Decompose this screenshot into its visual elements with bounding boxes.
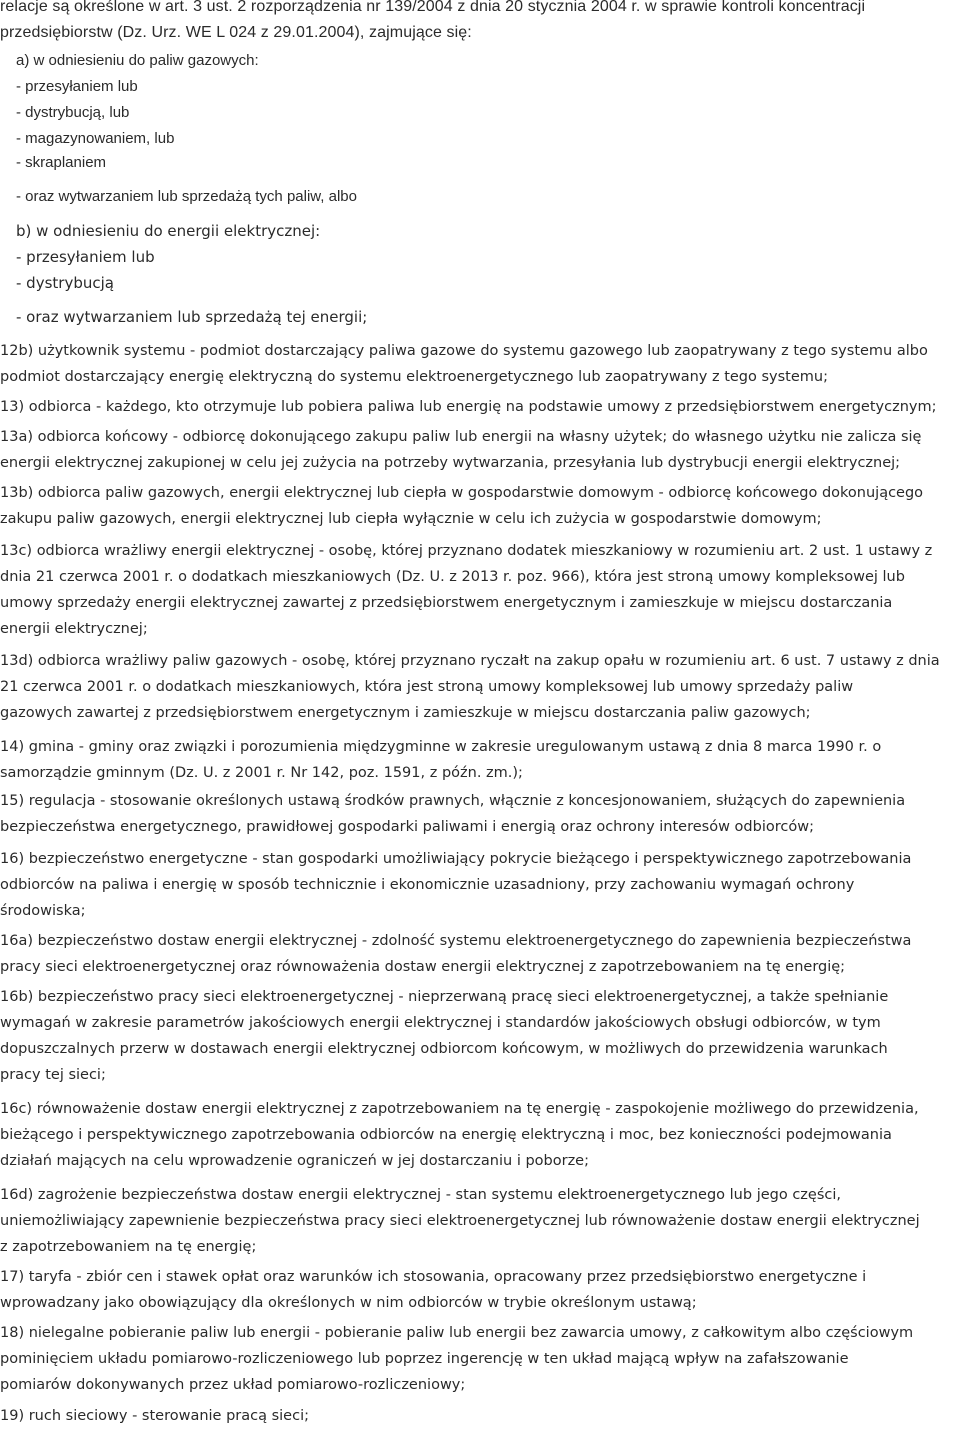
- definition-item: [0, 788, 960, 840]
- definition-line: energii elektrycznej;: [0, 621, 148, 637]
- definition-line: uniemożliwiający zapewnienie bezpieczeństwa pracy sieci elektroenergetycznej lub równoważenie dostaw energii elektrycznej: [0, 1213, 920, 1229]
- definition-line: 15) regulacja - stosowanie określonych ustawą środków prawnych, włącznie z koncesjonowaniem, służących do zapewnienia: [0, 793, 906, 809]
- sub-b-item: - przesyłaniem lub: [16, 248, 155, 266]
- definition-line: 16a) bezpieczeństwo dostaw energii elektrycznej - zdolność systemu elektroenergetycznego do zapewnienia bezpieczeństwa: [0, 933, 912, 949]
- definition-item: [0, 1403, 960, 1429]
- sub-a-item: - magazynowaniem, lub: [16, 130, 175, 147]
- definition-line: środowiska;: [0, 903, 86, 919]
- definition-line: odbiorców na paliwa i energię w sposób technicznie i ekonomicznie uzasadniony, przy zachowaniu wymagań ochrony: [0, 877, 855, 893]
- definition-line: 19) ruch sieciowy - sterowanie pracą sieci;: [0, 1408, 309, 1424]
- intro-line-2a: przedsiębiorstw (Dz. Urz. WE L 024 z 29.01.: [0, 24, 319, 41]
- definition-item: [0, 538, 960, 642]
- definition-item: [0, 648, 960, 726]
- definition-line: wprowadzany jako obowiązujący dla określonych w nim odbiorców w trybie określonym ustawą;: [0, 1295, 697, 1311]
- definition-line: energii elektrycznej zakupionej w celu jej zużycia na potrzeby wytwarzania, przesyłania lub dystrybucji energii elektrycznej;: [0, 455, 901, 471]
- sub-a-item: - skraplaniem: [16, 154, 107, 171]
- intro-line-1: relacje są określone w art. 3 ust. 2 rozporządzenia nr 139/2004 z dnia 20 stycznia 2004 r. w sprawie kontroli koncentracji: [0, 0, 866, 15]
- definition-item: [0, 1182, 960, 1260]
- sub-a-item: - przesyłaniem lub: [16, 78, 138, 95]
- definition-line: z zapotrzebowaniem na tę energię;: [0, 1239, 257, 1255]
- definition-line: 13) odbiorca - każdego, kto otrzymuje lub pobiera paliwa lub energię na podstawie umowy z przedsiębiorstwem energetycznym;: [0, 399, 937, 415]
- definition-line: zakupu paliw gazowych, energii elektrycznej lub ciepła wyłącznie w celu ich zużycia w gospodarstwie domowym;: [0, 511, 822, 527]
- definition-item: [0, 1264, 960, 1316]
- definition-line: samorządzie gminnym (Dz. U. z 2001 r. Nr 142, poz. 1591, z późn. zm.);: [0, 765, 523, 781]
- definition-line: 16) bezpieczeństwo energetyczne - stan gospodarki umożliwiający pokrycie bieżącego i perspektywicznego zapotrzebowania: [0, 851, 912, 867]
- definition-line: bezpieczeństwa energetycznego, prawidłowej gospodarki paliwami i energią oraz ochrony interesów odbiorców;: [0, 819, 814, 835]
- definition-line: umowy sprzedaży energii elektrycznej zawartej z przedsiębiorstwem energetycznym i zamieszkuje w miejscu dostarczania: [0, 595, 893, 611]
- definition-line: 16d) zagrożenie bezpieczeństwa dostaw energii elektrycznej - stan systemu elektroenergetycznego lub jego części,: [0, 1187, 841, 1203]
- definition-line: 16c) równoważenie dostaw energii elektrycznej z zapotrzebowaniem na tę energię - zaspokojenie możliwego do przewidzenia,: [0, 1101, 919, 1117]
- definition-item: [0, 1096, 960, 1174]
- definition-line: pracy sieci elektroenergetycznej oraz równoważenia dostaw energii elektrycznej z zapotrzebowaniem na tę energię;: [0, 959, 846, 975]
- definition-item: [0, 480, 960, 532]
- intro-paragraph: [0, 0, 960, 46]
- definition-item: [0, 846, 960, 924]
- definition-line: bieżącego i perspektywicznego zapotrzebowania odbiorców na energię elektryczną i moc, bez konieczności podejmowania: [0, 1127, 892, 1143]
- definition-line: 13c) odbiorca wrażliwy energii elektrycznej - osobę, której przyznano dodatek mieszkaniowy w rozumieniu art. 2 ust. 1 ustawy z: [0, 543, 933, 559]
- definition-item: [0, 734, 960, 786]
- definition-line: 18) nielegalne pobieranie paliw lub energii - pobieranie paliw lub energii bez zawarcia umowy, z całkowitym albo częściowym: [0, 1325, 914, 1341]
- definition-item: [0, 984, 960, 1088]
- definition-line: podmiot dostarczający energię elektryczną do systemu elektroenergetycznego lub zaopatrywany z tego systemu;: [0, 369, 828, 385]
- intro-line-2: [0, 20, 960, 46]
- definition-item: [0, 1320, 960, 1398]
- sub-b-tail: - oraz wytwarzaniem lub sprzedażą tej energii;: [16, 308, 368, 326]
- definition-item: [0, 424, 960, 476]
- definition-item: [0, 394, 960, 420]
- definition-line: dnia 21 czerwca 2001 r. o dodatkach mieszkaniowych (Dz. U. z 2013 r. poz. 966), która jest stroną umowy kompleksowej lub: [0, 569, 905, 585]
- definition-line: pominięciem układu pomiarowo-rozliczeniowego lub poprzez ingerencję w ten układ mającą wpływ na zafałszowanie: [0, 1351, 849, 1367]
- definition-line: 13d) odbiorca wrażliwy paliw gazowych - osobę, której przyznano ryczałt na zakup opału w rozumieniu art. 6 ust. 7 ustawy z dnia: [0, 653, 940, 669]
- sub-b-header: b) w odniesieniu do energii elektrycznej:: [16, 222, 321, 240]
- definition-line: dopuszczalnych przerw w dostawach energii elektrycznej odbiorcom końcowym, w możliwych do przewidzenia warunkach: [0, 1041, 888, 1057]
- definition-item: [0, 928, 960, 980]
- definition-line: 14) gmina - gminy oraz związki i porozumienia międzygminne w zakresie uregulowanym ustawą z dnia 8 marca 1990 r. o: [0, 739, 882, 755]
- definition-line: pomiarów dokonywanych przez układ pomiarowo-rozliczeniowy;: [0, 1377, 466, 1393]
- definition-line: 13a) odbiorca końcowy - odbiorcę dokonującego zakupu paliw lub energii na własny użytek; do własnego użytku nie zalicza się: [0, 429, 922, 445]
- definition-line: 13b) odbiorca paliw gazowych, energii elektrycznej lub ciepła w gospodarstwie domowym - odbiorcę końcowego dokonującego: [0, 485, 924, 501]
- definition-line: 17) taryfa - zbiór cen i stawek opłat oraz warunków ich stosowania, opracowany przez przedsiębiorstwo energetyczne i: [0, 1269, 867, 1285]
- definition-line: działań mających na celu wprowadzenie ograniczeń w jej dostarczaniu i poborze;: [0, 1153, 589, 1169]
- sub-b-item: - dystrybucją: [16, 274, 114, 292]
- definition-line: 16b) bezpieczeństwo pracy sieci elektroenergetycznej - nieprzerwaną pracę sieci elektroenergetycznej, a także spełnianie: [0, 989, 889, 1005]
- sub-a-tail: - oraz wytwarzaniem lub sprzedażą tych paliw, albo: [16, 188, 357, 205]
- definition-line: wymagań w zakresie parametrów jakościowych energii elektrycznej i standardów jakościowych obsługi odbiorców, w tym: [0, 1015, 881, 1031]
- definition-item: [0, 338, 960, 390]
- definition-line: 12b) użytkownik systemu - podmiot dostarczający paliwa gazowe do systemu gazowego lub zaopatrywany z tego systemu albo: [0, 343, 928, 359]
- definition-line: gazowych zawartej z przedsiębiorstwem energetycznym i zamieszkuje w miejscu dostarczania paliw gazowych;: [0, 705, 811, 721]
- sub-a-header: a) w odniesieniu do paliw gazowych:: [16, 52, 259, 69]
- definition-line: pracy tej sieci;: [0, 1067, 106, 1083]
- sub-a-item: - dystrybucją, lub: [16, 104, 130, 121]
- definition-line: 21 czerwca 2001 r. o dodatkach mieszkaniowych, która jest stroną umowy kompleksowej lub umowy sprzedaży paliw: [0, 679, 854, 695]
- intro-line-2b: 2004), zajmujące się:: [318, 24, 472, 41]
